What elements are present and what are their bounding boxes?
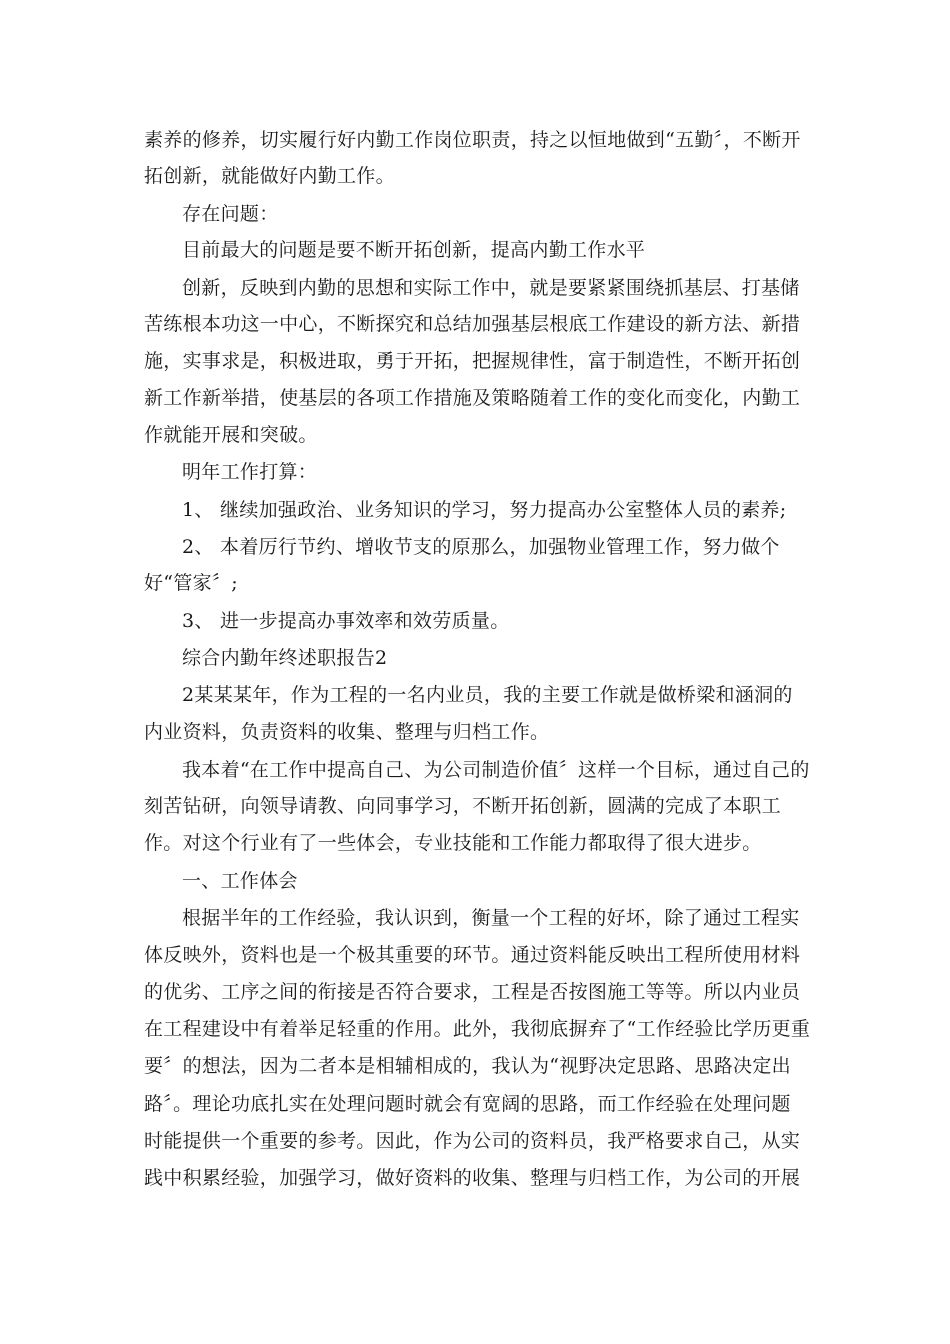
text-line: 作。对这个行业有了一些体会，专业技能和工作能力都取得了很大进步。 — [144, 832, 762, 854]
text-line: 根据半年的工作经验，我认识到，衡量一个工程的好坏，除了通过工程实 — [182, 907, 800, 929]
text-line: 拓创新，就能做好内勤工作。 — [144, 165, 395, 187]
text-line: 素养的修养，切实履行好内勤工作岗位职责，持之以恒地做到“五勤〞，不断开 — [144, 129, 801, 151]
text-line: 践中积累经验，加强学习，做好资料的收集、整理与归档工作，为公司的开展 — [144, 1167, 801, 1189]
text-line: 目前最大的问题是要不断开拓创新，提高内勤工作水平 — [182, 239, 646, 261]
section-heading: 一、工作体会 — [182, 870, 298, 892]
text-line: 时能提供一个重要的参考。因此，作为公司的资料员，我严格要求自己，从实 — [144, 1130, 801, 1152]
text-line: 在工程建设中有着举足轻重的作用。此外，我彻底摒弃了“工作经验比学历更重 — [144, 1018, 811, 1040]
list-item: 2、 本着厉行节约、增收节支的原那么，加强物业管理工作，努力做个 — [182, 536, 780, 558]
text-line: 路〞。理论功底扎实在处理问题时就会有宽阔的思路，而工作经验在处理问题 — [144, 1093, 791, 1115]
text-line: 要〞的想法，因为二者本是相辅相成的，我认为“视野决定思路、思路决定出 — [144, 1055, 791, 1077]
text-line: 我本着“在工作中提高自己、为公司制造价值〞这样一个目标，通过自己的 — [182, 759, 810, 781]
section-heading: 存在问题： — [182, 203, 279, 225]
text-line: 新工作新举措，使基层的各项工作措施及策略随着工作的变化而变化，内勤工 — [144, 387, 801, 409]
report-title: 综合内勤年终述职报告2 — [182, 647, 388, 669]
text-line: 2某某某年，作为工程的一名内业员，我的主要工作就是做桥梁和涵洞的 — [182, 684, 793, 706]
text-line: 作就能开展和突破。 — [144, 424, 318, 446]
text-line: 内业资料，负责资料的收集、整理与归档工作。 — [144, 721, 550, 743]
text-line: 体反映外，资料也是一个极其重要的环节。通过资料能反映出工程所使用材料 — [144, 944, 801, 966]
list-item: 3、 进一步提高办事效率和效劳质量。 — [182, 610, 510, 632]
text-line: 刻苦钻研，向领导请教、向同事学习，不断开拓创新，圆满的完成了本职工 — [144, 795, 781, 817]
text-line: 苦练根本功这一中心，不断探究和总结加强基层根底工作建设的新方法、新措 — [144, 313, 801, 335]
text-line: 创新，反映到内勤的思想和实际工作中，就是要紧紧围绕抓基层、打基储 — [182, 277, 800, 299]
text-line: 施，实事求是，积极进取，勇于开拓，把握规律性，富于制造性，不断开拓创 — [144, 350, 801, 372]
text-line: 的优劣、工序之间的衔接是否符合要求，工程是否按图施工等等。所以内业员 — [144, 981, 801, 1003]
list-item-continuation: 好“管家〞; — [144, 572, 238, 594]
list-item: 1、 继续加强政治、业务知识的学习，努力提高办公室整体人员的素养; — [182, 499, 787, 521]
section-heading: 明年工作打算： — [182, 461, 318, 483]
